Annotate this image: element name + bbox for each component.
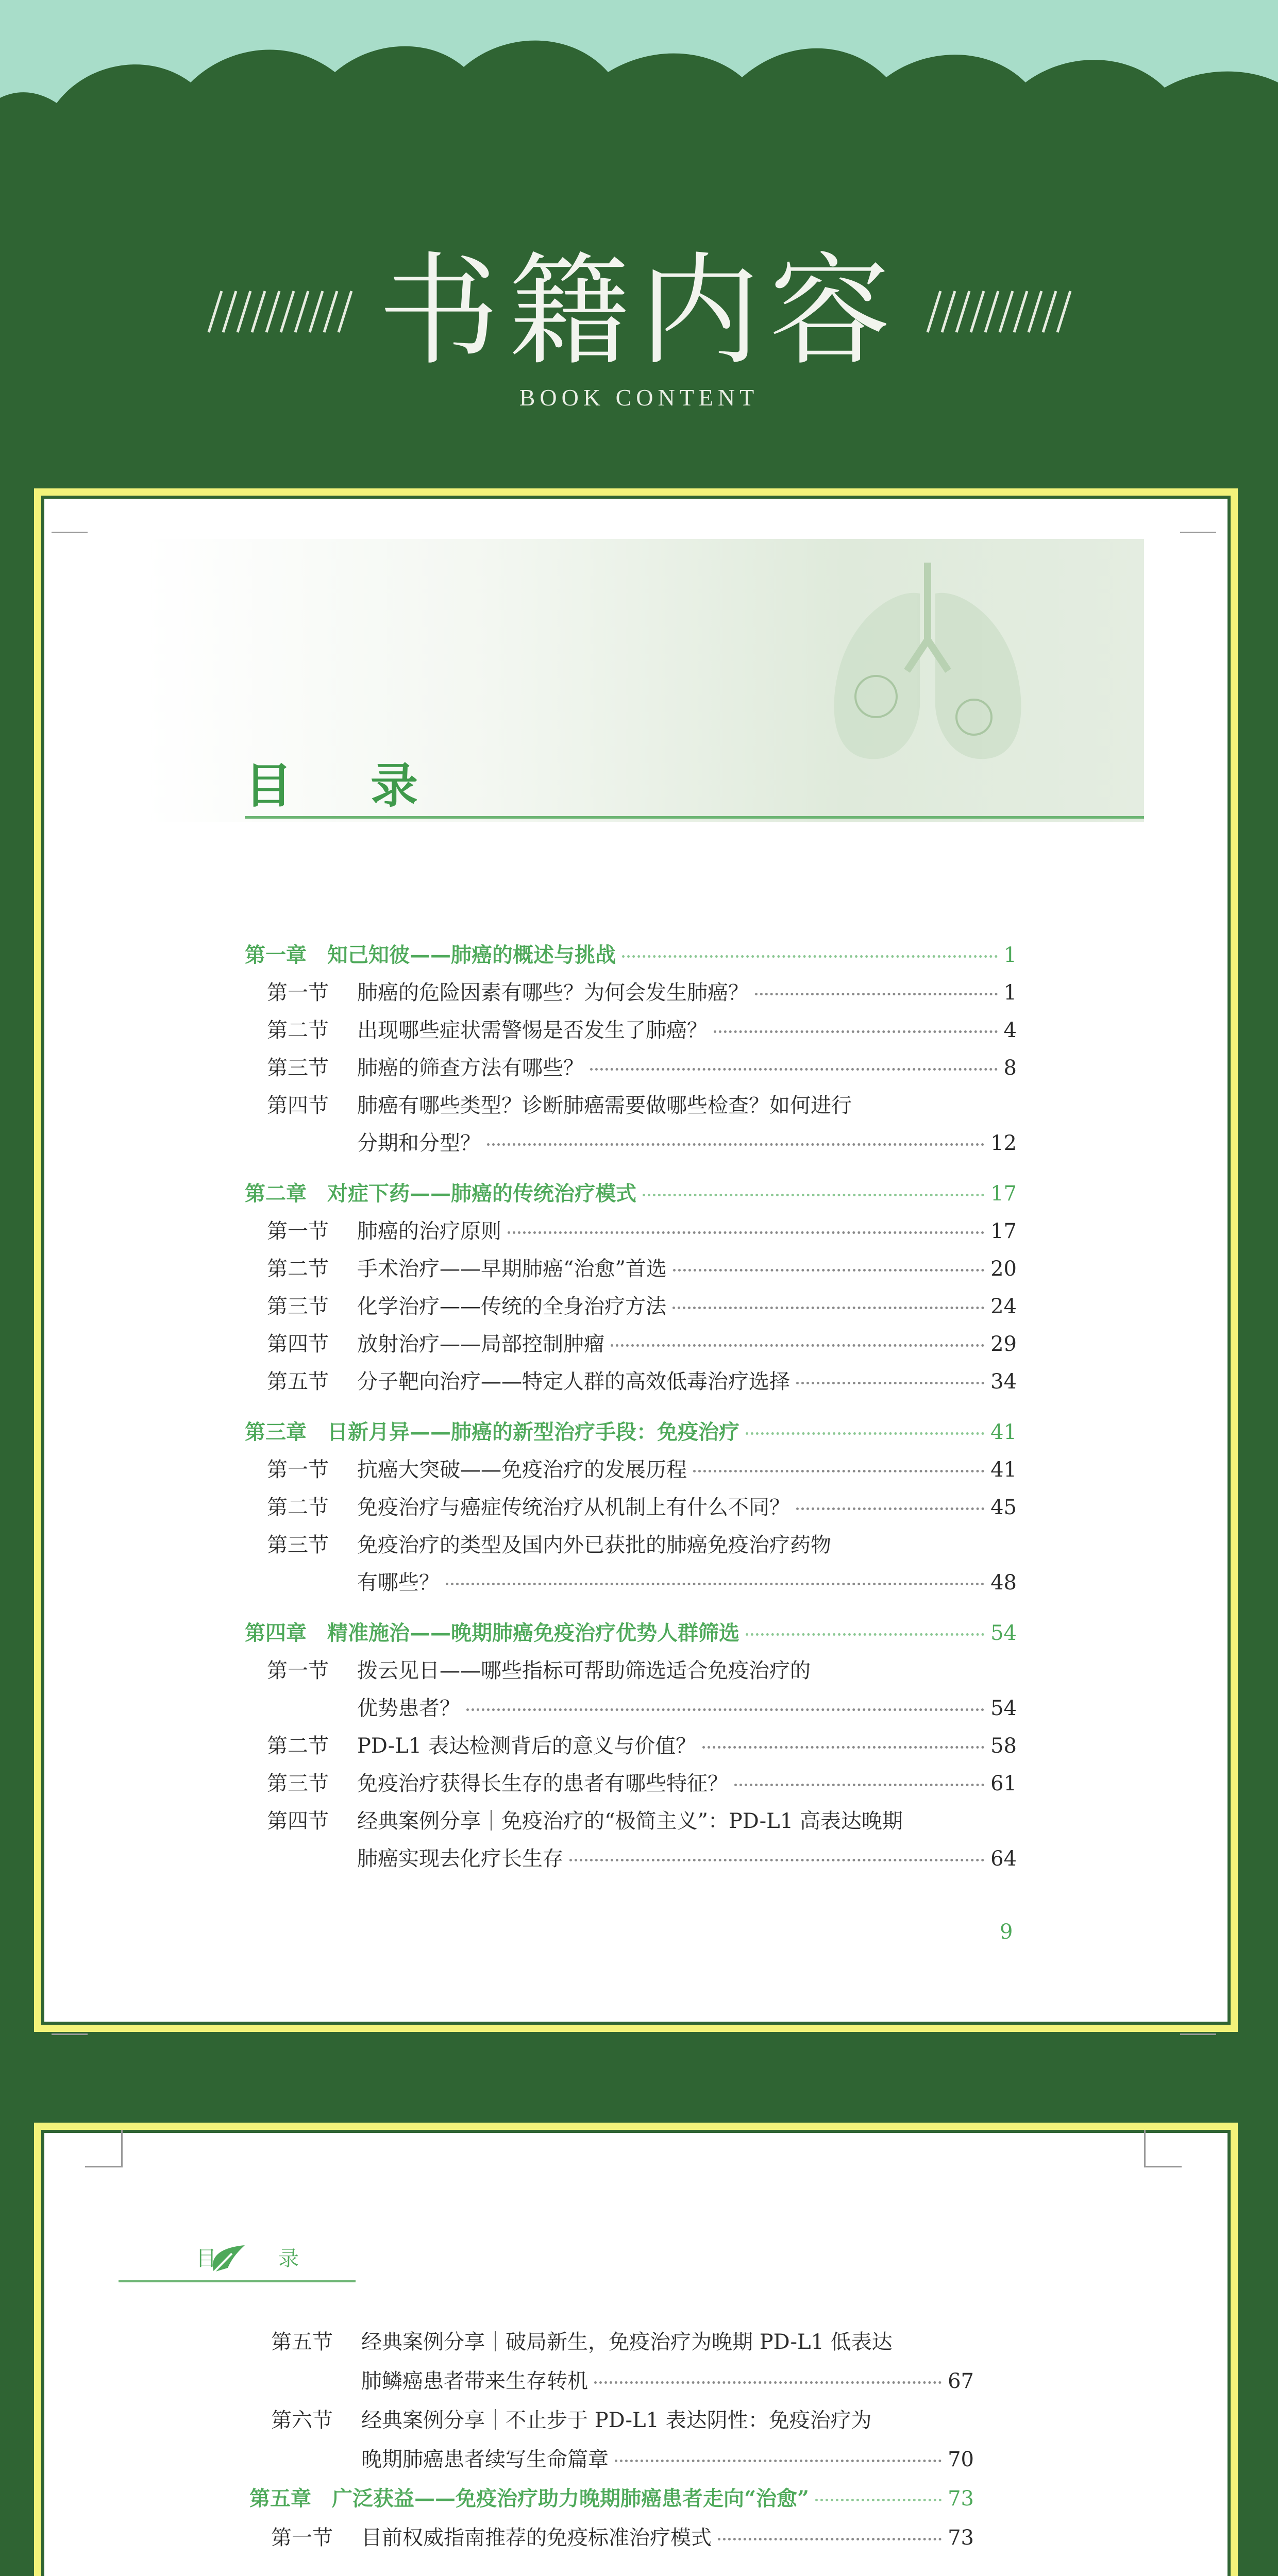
section-entry: [357, 1692, 1017, 1721]
section-entry: [357, 1566, 1017, 1596]
lungs-illustration-icon: [819, 563, 1036, 769]
crop-mark: [1180, 1997, 1216, 2035]
crop-mark: [52, 1997, 88, 2035]
page-ref: 1: [1003, 943, 1017, 967]
page-ref: 20: [990, 1257, 1017, 1281]
section-number: 第一节: [271, 2526, 333, 2550]
section-entry: [267, 1052, 1017, 1081]
section-entry: [267, 976, 1017, 1006]
dot-leader: [746, 1633, 984, 1636]
section-title: 肺癌的危险因素有哪些？为何会发生肺癌？: [357, 981, 749, 1005]
page-ref: 34: [990, 1370, 1017, 1394]
running-head: 目 录: [196, 2247, 320, 2270]
slash-decoration-right: [922, 289, 1072, 335]
page-ref: 45: [990, 1496, 1017, 1519]
page-ref: 17: [990, 1219, 1017, 1243]
section-entry: [267, 1365, 1017, 1395]
chapter-entry: [249, 2482, 974, 2512]
dot-leader: [622, 955, 998, 958]
section-title: 肺鳞癌患者带来生存转机: [361, 2369, 588, 2393]
section-title: 肺癌有哪些类型？诊断肺癌需要做哪些检查？如何进行: [357, 1094, 852, 1117]
dot-leader: [615, 2460, 941, 2462]
toc-page-2: [34, 2123, 1238, 2576]
toc-heading: 目 录: [245, 758, 449, 814]
section-title: 经典案例分享｜免疫治疗的“极简主义”：PD-L1 高表达晚期: [357, 1809, 903, 1833]
dot-leader: [466, 1708, 984, 1711]
page-title: 书籍内容: [378, 241, 900, 382]
section-title: 目前权威指南推荐的免疫标准治疗模式: [361, 2526, 712, 2550]
page-ref: 58: [990, 1734, 1017, 1758]
dot-leader: [734, 1784, 984, 1786]
section-entry: [271, 2521, 974, 2551]
page-ref: 48: [990, 1571, 1017, 1595]
toc-page-1: [34, 488, 1238, 2032]
chapter-title: 第四章 精准施治——晚期肺癌免疫治疗优势人群筛选: [245, 1621, 739, 1645]
section-entry: [267, 1654, 811, 1684]
page-ref: 24: [990, 1295, 1017, 1318]
dot-leader: [746, 1432, 984, 1435]
divider: [245, 816, 1144, 819]
section-number: 第二节: [267, 1019, 329, 1042]
chapter-entry: [245, 1416, 1017, 1445]
section-title: 手术治疗——早期肺癌“治愈”首选: [357, 1257, 667, 1281]
dot-leader: [796, 1507, 984, 1510]
dot-leader: [702, 1746, 984, 1749]
page-ref: 67: [948, 2369, 974, 2393]
section-title: 抗癌大突破——免疫治疗的发展历程: [357, 1458, 687, 1482]
section-title: 晚期肺癌患者续写生命篇章: [361, 2448, 609, 2471]
page-ref: 12: [990, 1131, 1017, 1155]
section-entry: [267, 1491, 1017, 1520]
page-ref: 4: [1003, 1019, 1017, 1042]
section-entry: [361, 2443, 974, 2472]
dot-leader: [594, 2381, 941, 2384]
dot-leader: [718, 2538, 941, 2540]
section-number: 第一节: [267, 1659, 329, 1683]
page-ref: 1: [1003, 981, 1017, 1005]
section-number: 第二节: [267, 1496, 329, 1519]
divider: [119, 2280, 356, 2282]
section-entry: [267, 1805, 903, 1834]
section-entry: [357, 1842, 1017, 1872]
section-number: 第五节: [271, 2330, 333, 2354]
dot-leader: [673, 1269, 984, 1272]
section-title: 免疫治疗的类型及国内外已获批的肺癌免疫治疗药物: [357, 1533, 831, 1557]
section-entry: [267, 1529, 831, 1558]
dot-leader: [755, 993, 998, 995]
section-number: 第二节: [267, 1257, 329, 1281]
section-title: 经典案例分享｜破局新生，免疫治疗为晚期 PD-L1 低表达: [361, 2330, 893, 2354]
section-title: 肺癌的筛查方法有哪些？: [357, 1056, 584, 1080]
crop-mark: [85, 2130, 123, 2167]
section-title: 出现哪些症状需警惕是否发生了肺癌？: [357, 1019, 708, 1042]
section-number: 第五节: [267, 1370, 329, 1394]
section-title: 经典案例分享｜不止步于 PD-L1 表达阴性：免疫治疗为: [361, 2409, 872, 2432]
dot-leader: [508, 1231, 984, 1234]
section-title: 放射治疗——局部控制肿瘤: [357, 1332, 604, 1356]
section-entry: [267, 1089, 852, 1118]
section-number: 第四节: [267, 1809, 329, 1833]
section-number: 第三节: [267, 1533, 329, 1557]
section-entry: [267, 1252, 1017, 1282]
section-number: 第六节: [271, 2409, 333, 2432]
dot-leader: [590, 1068, 998, 1071]
page-ref: 73: [948, 2487, 974, 2511]
crop-mark: [1180, 532, 1216, 569]
dot-leader: [714, 1030, 998, 1033]
crop-mark: [1144, 2130, 1182, 2167]
section-number: 第三节: [267, 1772, 329, 1795]
dot-leader: [569, 1859, 984, 1861]
section-entry: [271, 2326, 893, 2355]
section-title: 有哪些？: [357, 1571, 440, 1595]
section-number: 第一节: [267, 1458, 329, 1482]
section-number: 第三节: [267, 1295, 329, 1318]
cloud-header-decoration: [0, 0, 1278, 134]
dot-leader: [815, 2499, 941, 2501]
chapter-title: 第五章 广泛获益——免疫治疗助力晚期肺癌患者走向“治愈”: [249, 2486, 810, 2511]
dot-leader: [487, 1143, 984, 1146]
section-title: 免疫治疗获得长生存的患者有哪些特征？: [357, 1772, 728, 1795]
section-number: 第四节: [267, 1094, 329, 1117]
page-ref: 29: [990, 1332, 1017, 1356]
crop-mark: [52, 532, 88, 569]
dot-leader: [611, 1344, 984, 1347]
section-title: 肺癌的治疗原则: [357, 1219, 501, 1243]
page-ref: 41: [990, 1420, 1017, 1444]
section-entry: [267, 1453, 1017, 1483]
section-title: 化学治疗——传统的全身治疗方法: [357, 1295, 666, 1318]
section-entry: [271, 2404, 872, 2433]
chapter-entry: [245, 1617, 1017, 1646]
dot-leader: [643, 1194, 984, 1196]
page-ref: 61: [990, 1772, 1017, 1795]
section-number: 第三节: [267, 1056, 329, 1080]
chapter-title: 第一章 知己知彼——肺癌的概述与挑战: [245, 943, 616, 967]
page-ref: 54: [990, 1697, 1017, 1720]
section-title: 优势患者？: [357, 1697, 460, 1720]
page-number: 9: [1000, 1920, 1013, 1944]
page-ref: 41: [990, 1458, 1017, 1482]
page-ref: 73: [948, 2526, 974, 2550]
section-entry: [267, 1730, 1017, 1759]
page-ref: 8: [1003, 1056, 1017, 1080]
section-number: 第四节: [267, 1332, 329, 1356]
section-number: 第二节: [267, 1734, 329, 1758]
section-title: 免疫治疗与癌症传统治疗从机制上有什么不同？: [357, 1496, 790, 1519]
page-ref: 64: [990, 1847, 1017, 1871]
section-title: 拨云见日——哪些指标可帮助筛选适合免疫治疗的: [357, 1659, 811, 1683]
section-entry: [267, 1215, 1017, 1244]
section-number: 第一节: [267, 1219, 329, 1243]
chapter-entry: [245, 1177, 1017, 1207]
section-entry: [361, 2365, 974, 2394]
dot-leader: [796, 1382, 984, 1384]
chapter-title: 第三章 日新月异——肺癌的新型治疗手段：免疫治疗: [245, 1420, 739, 1444]
section-number: 第一节: [267, 981, 329, 1005]
page-subtitle: BOOK CONTENT: [519, 384, 759, 411]
section-entry: [267, 1328, 1017, 1357]
dot-leader: [672, 1307, 984, 1309]
section-title: 肺癌实现去化疗长生存: [357, 1847, 563, 1871]
section-title: PD-L1 表达检测背后的意义与价值？: [357, 1734, 696, 1758]
section-entry: [267, 1014, 1017, 1043]
section-entry: [267, 1290, 1017, 1319]
page-ref: 17: [990, 1182, 1017, 1206]
dot-leader: [693, 1470, 984, 1472]
dot-leader: [446, 1583, 984, 1585]
section-entry: [357, 1127, 1017, 1156]
page-ref: 70: [948, 2448, 974, 2471]
section-title: 分期和分型？: [357, 1131, 481, 1155]
chapter-entry: [245, 939, 1017, 968]
chapter-title: 第二章 对症下药——肺癌的传统治疗模式: [245, 1181, 636, 1206]
page-ref: 54: [990, 1621, 1017, 1645]
section-title-block: [0, 242, 1278, 428]
section-entry: [267, 1767, 1017, 1797]
section-title: 分子靶向治疗——特定人群的高效低毒治疗选择: [357, 1370, 790, 1394]
